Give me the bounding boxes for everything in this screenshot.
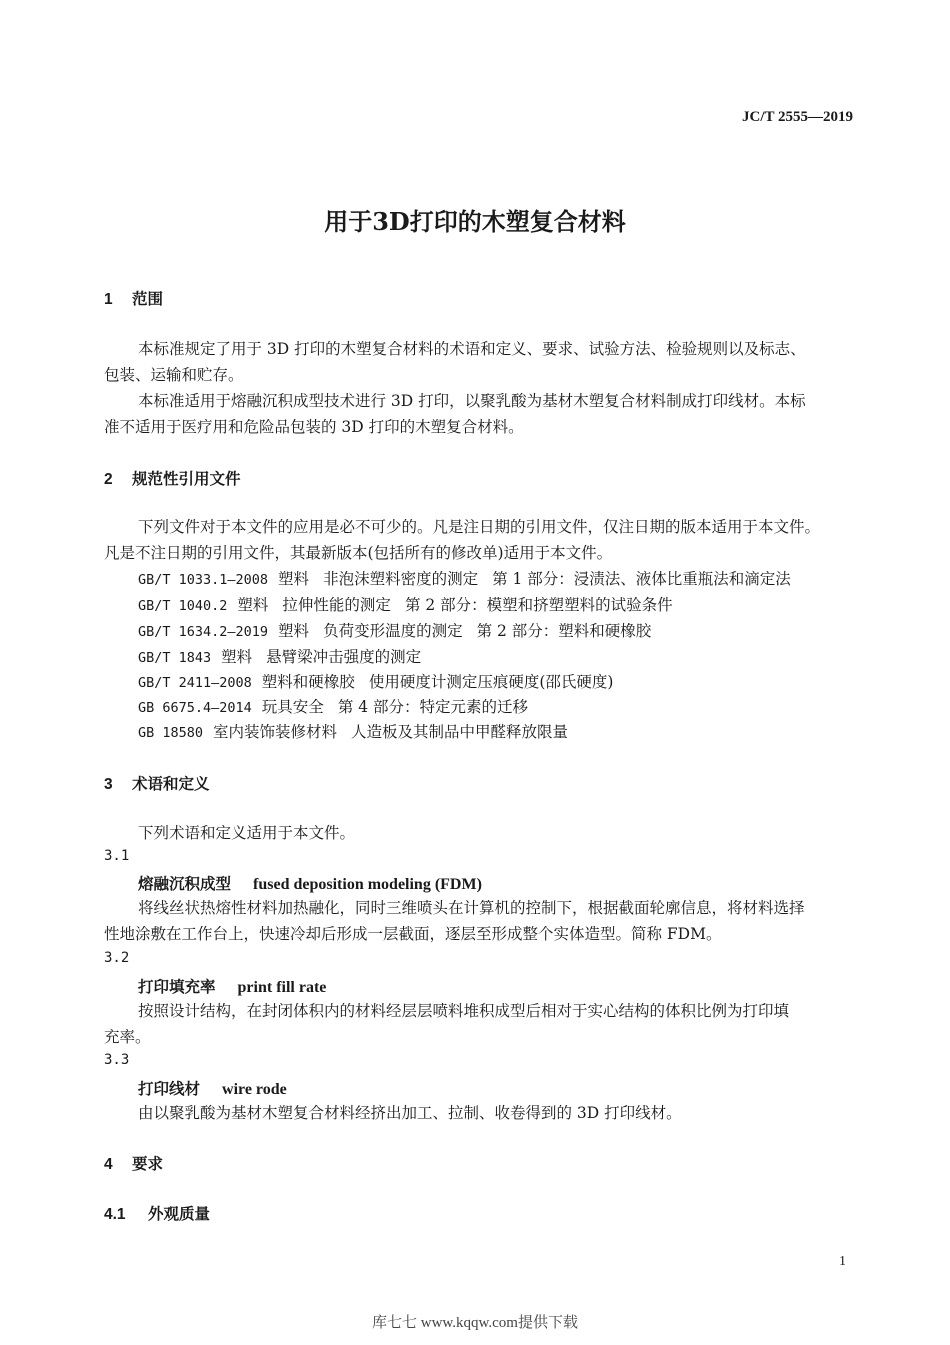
- reference-item: [138, 618, 651, 645]
- reference-code: GB/T 1634.2—2019: [138, 624, 269, 640]
- reference-part: 拉伸性能的测定: [282, 596, 391, 614]
- section-1-heading: [104, 287, 163, 309]
- footer-watermark: 库七七 www.kqqw.com提供下载: [372, 1315, 578, 1331]
- section-title: 外观质量: [148, 1204, 211, 1223]
- reference-code: GB/T 1040.2: [138, 598, 228, 614]
- standard-code: JC/T 2555—2019: [742, 109, 853, 125]
- reference-item: [138, 566, 791, 593]
- reference-part: 非泡沫塑料密度的测定: [323, 570, 479, 588]
- reference-item: [138, 719, 582, 746]
- section-title: 范围: [132, 289, 164, 308]
- paragraph-line: 包装、运输和贮存。: [104, 366, 244, 384]
- section-title: 要求: [132, 1154, 164, 1173]
- paragraph-line: 将线丝状热熔性材料加热融化，同时三维喷头在计算机的控制下，根据截面轮廓信息，将材料选择: [138, 899, 805, 917]
- reference-part: 塑料: [237, 596, 269, 614]
- reference-part: 室内装饰装修材料: [213, 723, 338, 741]
- paragraph-line: 按照设计结构，在封闭体积内的材料经层层喷料堆积成型后相对于实心结构的体积比例为打印填: [138, 1002, 790, 1020]
- reference-part: 塑料: [221, 648, 253, 666]
- paragraph-line: 充率。: [104, 1028, 151, 1046]
- page-number: 1: [839, 1254, 846, 1269]
- term-chinese: 打印线材: [138, 1079, 201, 1098]
- section-number: 4.1: [104, 1206, 126, 1223]
- section-number: 2: [104, 471, 113, 488]
- reference-part: 人造板及其制品中甲醛释放限量: [351, 723, 569, 741]
- section-3-heading: [104, 772, 210, 794]
- section-number: 1: [104, 291, 113, 308]
- reference-item: [138, 592, 673, 619]
- section-title: 术语和定义: [132, 774, 210, 793]
- reference-part: 悬臂梁冲击强度的测定: [266, 648, 422, 666]
- term-heading: [138, 872, 482, 894]
- paragraph-line: 性地涂敷在工作台上，快速冷却后形成一层截面，逐层至形成整个实体造型。简称 FDM。: [104, 925, 722, 943]
- paragraph-line: 凡是不注日期的引用文件，其最新版本(包括所有的修改单)适用于本文件。: [104, 544, 613, 562]
- reference-part: 塑料和硬橡胶: [261, 673, 355, 691]
- term-chinese: 打印填充率: [138, 977, 216, 996]
- section-number: 4: [104, 1156, 113, 1173]
- paragraph-line: 由以聚乳酸为基材木塑复合材料经挤出加工、拉制、收卷得到的 3D 打印线材。: [138, 1104, 682, 1122]
- reference-part: 玩具安全: [261, 698, 324, 716]
- reference-code: GB 6675.4—2014: [138, 700, 252, 716]
- reference-part: 塑料: [278, 622, 310, 640]
- reference-code: GB/T 1843: [138, 650, 212, 666]
- paragraph-line: 下列术语和定义适用于本文件。: [138, 824, 356, 842]
- term-number: 3.3: [104, 1052, 130, 1068]
- reference-part: 第 2 部分：塑料和硬橡胶: [476, 622, 652, 640]
- reference-code: GB/T 2411—2008: [138, 675, 252, 691]
- paragraph-line: 本标准规定了用于 3D 打印的木塑复合材料的术语和定义、要求、试验方法、检验规则以及标志、: [138, 340, 806, 358]
- paragraph-line: 本标准适用于熔融沉积成型技术进行 3D 打印，以聚乳酸为基材木塑复合材料制成打印线材。本标: [138, 392, 806, 410]
- reference-part: 使用硬度计测定压痕硬度(邵氏硬度): [368, 673, 614, 691]
- reference-part: 第 1 部分：浸渍法、液体比重瓶法和滴定法: [492, 570, 791, 588]
- term-number: 3.2: [104, 950, 130, 966]
- reference-part: 负荷变形温度的测定: [323, 622, 463, 640]
- reference-part: 塑料: [278, 570, 310, 588]
- section-2-heading: [104, 467, 241, 489]
- section-number: 3: [104, 776, 113, 793]
- term-heading: [138, 975, 326, 997]
- term-english: fused deposition modeling (FDM): [253, 876, 482, 893]
- section-title: 规范性引用文件: [132, 469, 241, 488]
- reference-part: 第 2 部分：模塑和挤塑塑料的试验条件: [404, 596, 673, 614]
- paragraph-line: 下列文件对于本文件的应用是必不可少的。凡是注日期的引用文件，仅注日期的版本适用于本文件。: [138, 518, 821, 536]
- reference-item: [138, 694, 542, 721]
- paragraph-line: 准不适用于医疗用和危险品包装的 3D 打印的木塑复合材料。: [104, 418, 524, 436]
- term-heading: [138, 1077, 287, 1099]
- section-4-heading: [104, 1152, 163, 1174]
- reference-part: 第 4 部分：特定元素的迁移: [337, 698, 529, 716]
- section-4-1-heading: [104, 1202, 210, 1224]
- term-number: 3.1: [104, 848, 130, 864]
- reference-item: [138, 669, 627, 696]
- reference-code: GB 18580: [138, 725, 204, 741]
- document-title: 用于3D打印的木塑复合材料: [324, 207, 626, 236]
- term-english: print fill rate: [237, 979, 327, 996]
- reference-item: [138, 644, 435, 671]
- term-chinese: 熔融沉积成型: [138, 874, 232, 893]
- reference-code: GB/T 1033.1—2008: [138, 572, 269, 588]
- term-english: wire rode: [222, 1081, 287, 1098]
